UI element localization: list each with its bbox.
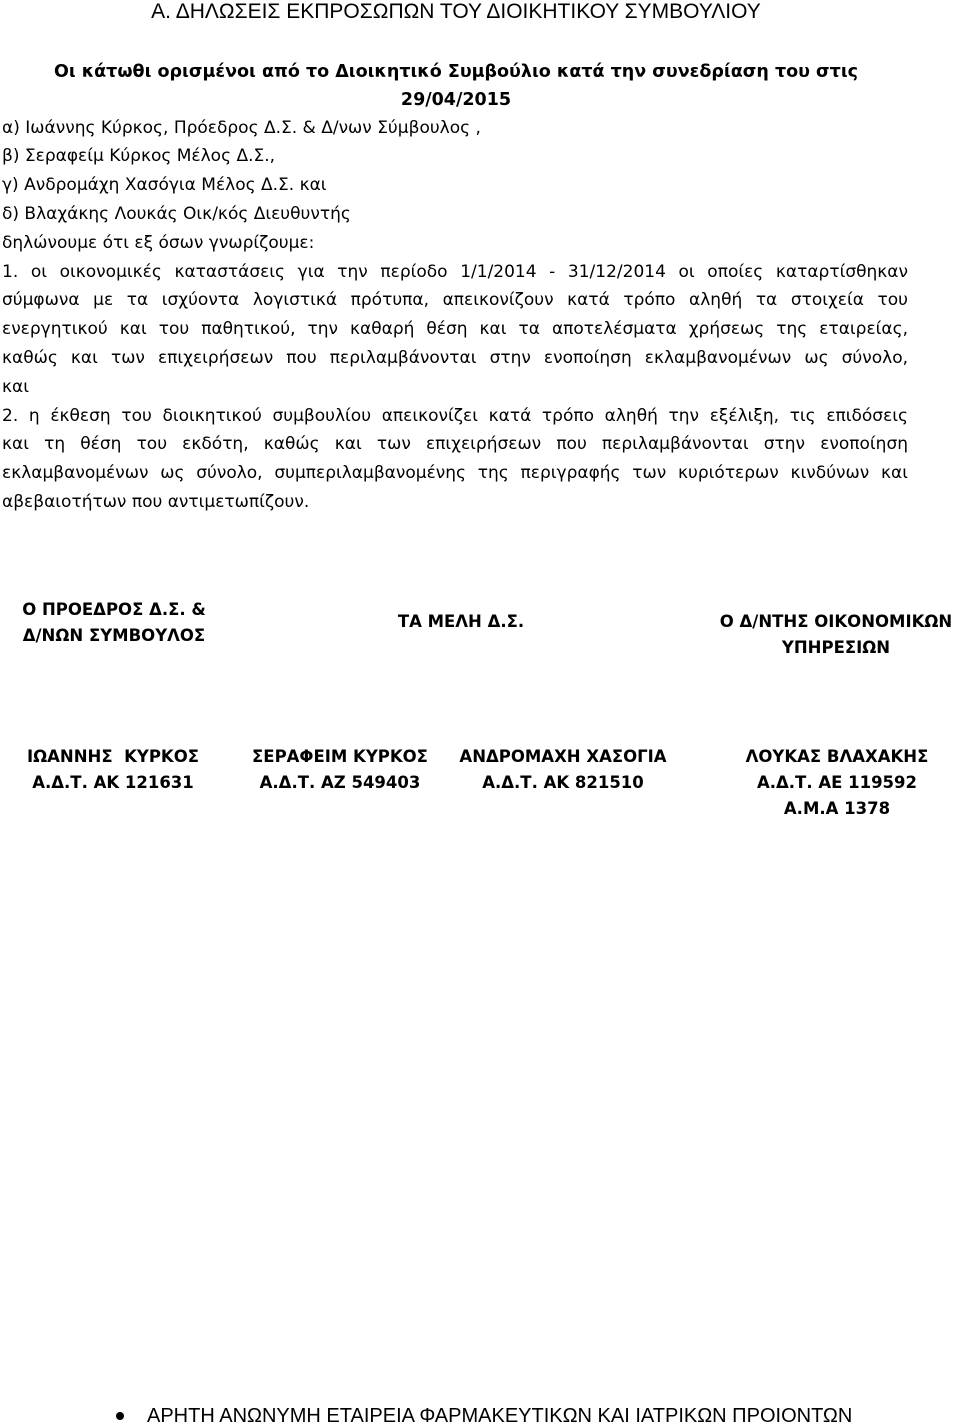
point-1-line: 1. οι οικονομικές καταστάσεις για την περίοδο 1/1/2014 - 31/12/2014 οι οποίες καταρτίσθηκαν [2,261,908,282]
signatory-id: Α.Δ.Τ. ΑΖ 549403 [259,773,421,792]
point-2-line: 2. η έκθεση του διοικητικού συμβουλίου απεικονίζει κατά τρόπο αληθή την εξέλιξη, τις επιδόσεις [2,405,908,426]
finance-director-title-line: Ο Δ/ΝΤΗΣ ΟΙΚΟΝΟΜΙΚΩΝ [719,612,953,631]
meeting-date: 29/04/2015 [400,90,512,110]
chairman-signature-title [4,597,224,649]
signatory-name: ΣΕΡΑΦΕΙΜ ΚΥΡΚΟΣ [252,747,428,766]
point-2-line: αβεβαιοτήτων που αντιμετωπίζουν. [2,491,310,512]
point-1-line: σύμφωνα με τα ισχύοντα λογιστικά πρότυπα, απεικονίζουν κατά τρόπο αληθή τα στοιχεία του [2,290,908,311]
member-line: δ) Βλαχάκης Λουκάς Οικ/κός Διευθυντής [2,203,351,224]
footer-company-name: ΑΡΗΤΗ ΑΝΩΝΥΜΗ ΕΤΑΙΡΕΙΑ ΦΑΡΜΑΚΕΥΤΙΚΩΝ ΚΑΙ ΙΑΤΡΙΚΩΝ ΠΡΟΙΟΝΤΩΝ [147,1405,853,1427]
signatory-id: Α.Δ.Τ. ΑΚ 821510 [482,773,644,792]
signatory-license: Α.Μ.Α 1378 [783,799,891,818]
signatory-name: ΑΝΔΡΟΜΑΧΗ ΧΑΣΟΓΙΑ [459,747,667,766]
declaration-body [2,114,908,517]
chairman-title-line: Ο ΠΡΟΕΔΡΟΣ Δ.Σ. & [22,600,206,619]
point-1-line: ενεργητικού και του παθητικού, την καθαρή θέση και τα αποτελέσματα χρήσεως της εταιρείας, [2,319,908,340]
signatory-block [453,744,673,796]
signatory-block [230,744,450,796]
signatory-id: Α.Δ.Τ. ΑΕ 119592 [756,773,917,792]
finance-director-title-line: ΥΠΗΡΕΣΙΩΝ [781,638,891,657]
point-2-line: και τη θέση του εκδότη, καθώς και των επιχειρήσεων που περιλαμβάνονται στην ενοποίηση [2,434,908,455]
signatory-name: ΙΩΑΝΝΗΣ ΚΥΡΚΟΣ [26,747,200,766]
signatory-id: Α.Δ.Τ. ΑΚ 121631 [32,773,194,792]
signatory-name: ΛΟΥΚΑΣ ΒΛΑΧΑΚΗΣ [745,747,929,766]
point-2-line: εκλαμβανομένων ως σύνολο, συμπεριλαμβανομένης της περιγραφής των κυριότερων κινδύνων και [2,463,908,484]
point-1-line: και [2,376,29,397]
section-title: Α. ΔΗΛΩΣΕΙΣ ΕΚΠΡΟΣΩΠΩΝ ΤΟΥ ΔΙΟΙΚΗΤΙΚΟΥ ΣΥΜΒΟΥΛΙΟΥ [151,0,761,23]
member-line: γ) Ανδρομάχη Χασόγια Μέλος Δ.Σ. και [2,175,327,196]
bullet-icon [116,1412,124,1420]
statement-intro: δηλώνουμε ότι εξ όσων γνωρίζουμε: [2,232,315,253]
signatory-block [3,744,223,796]
declaration-heading [2,58,910,114]
point-1-line: καθώς και των επιχειρήσεων που περιλαμβάνονται στην ενοποίηση εκλαμβανομένων ως σύνολο, [2,347,908,368]
member-line: α) Ιωάννης Κύρκος, Πρόεδρος Δ.Σ. & Δ/νων Σύμβουλος , [2,117,481,138]
finance-director-signature-title [716,609,956,661]
chairman-title-line: Δ/ΝΩΝ ΣΥΜΒΟΥΛΟΣ [22,626,206,645]
member-line: β) Σεραφείμ Κύρκος Μέλος Δ.Σ., [2,146,276,167]
signatory-block [727,744,947,822]
members-title-line: ΤΑ ΜΕΛΗ Δ.Σ. [397,612,525,631]
members-signature-title [351,609,571,635]
heading-text: Οι κάτωθι ορισμένοι από το Διοικητικό Συμβούλιο κατά την συνεδρίαση του στις [53,62,859,82]
